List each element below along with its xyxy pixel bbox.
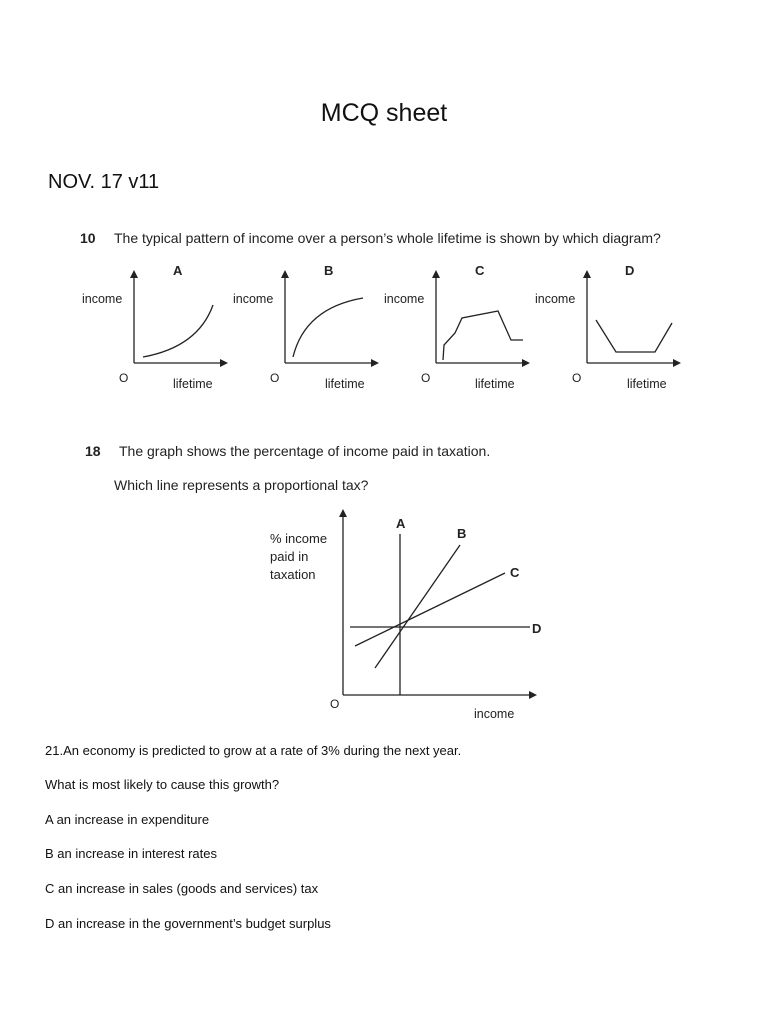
q18-xlabel: income — [474, 707, 515, 721]
q18-axes — [343, 513, 533, 695]
q10-diagram-a-ylabel: income — [82, 292, 123, 306]
q18-subquestion: Which line represents a proportional tax? — [114, 477, 369, 493]
q21-option-c: C an increase in sales (goods and services) tax — [45, 881, 319, 896]
q18-line-a-label: A — [396, 516, 406, 531]
q10-diagram-d-ylabel: income — [535, 292, 576, 306]
q18-line-c-label: C — [510, 565, 520, 580]
q10-diagram-d-axes — [587, 274, 677, 363]
q10-diagram-b-letter: B — [324, 263, 334, 278]
q10-diagram-b-xlabel: lifetime — [325, 377, 365, 391]
q18-line-c — [355, 573, 505, 646]
q10-diagram-d-curve — [596, 320, 672, 352]
q18-ylabel-line2: paid in — [270, 549, 309, 564]
q10-diagram-c-ylabel: income — [384, 292, 425, 306]
q10-diagram-d-origin: O — [572, 371, 582, 385]
q10-diagram-a-letter: A — [173, 263, 183, 278]
q10-diagram-a-origin: O — [119, 371, 129, 385]
q18-text: The graph shows the percentage of income paid in taxation. — [119, 443, 491, 459]
q10-diagram-c-origin: O — [421, 371, 431, 385]
q10-diagram-c-axes — [436, 274, 526, 363]
q10-diagram-a-curve — [143, 305, 213, 357]
q10-number: 10 — [80, 230, 96, 246]
q10-diagram-a-xlabel: lifetime — [173, 377, 213, 391]
q18-line-b-label: B — [457, 526, 467, 541]
q21-stem: 21.An economy is predicted to grow at a rate of 3% during the next year. — [45, 743, 462, 758]
q18-ylabel-line3: taxation — [270, 567, 316, 582]
q10-diagram-b-ylabel: income — [233, 292, 274, 306]
q18-line-d-label: D — [532, 621, 542, 636]
q21-question: What is most likely to cause this growth? — [45, 777, 280, 792]
q10-text: The typical pattern of income over a person’s whole lifetime is shown by which diagram? — [114, 230, 661, 246]
q10-diagram-b-curve — [293, 298, 363, 357]
q21-option-d: D an increase in the government’s budget surplus — [45, 916, 331, 931]
page-title: MCQ sheet — [320, 99, 448, 127]
q10-diagram-c-xlabel: lifetime — [475, 377, 515, 391]
q10-diagram-b-origin: O — [270, 371, 280, 385]
q18-ylabel-line1: % income — [270, 531, 328, 546]
q18-line-b — [375, 545, 460, 668]
q10-diagram-c-curve — [443, 311, 523, 360]
q10-diagram-a-axes — [134, 274, 224, 363]
q10-diagram-b-axes — [285, 274, 375, 363]
q21-option-b: B an increase in interest rates — [45, 846, 217, 861]
q21-option-a: A an increase in expenditure — [45, 812, 210, 827]
q10-diagram-d-letter: D — [625, 263, 635, 278]
q18-number: 18 — [85, 443, 101, 459]
session-heading: NOV. 17 v11 — [48, 171, 160, 193]
q10-diagram-c-letter: C — [475, 263, 485, 278]
q18-origin: O — [330, 697, 340, 711]
q10-diagram-d-xlabel: lifetime — [627, 377, 667, 391]
